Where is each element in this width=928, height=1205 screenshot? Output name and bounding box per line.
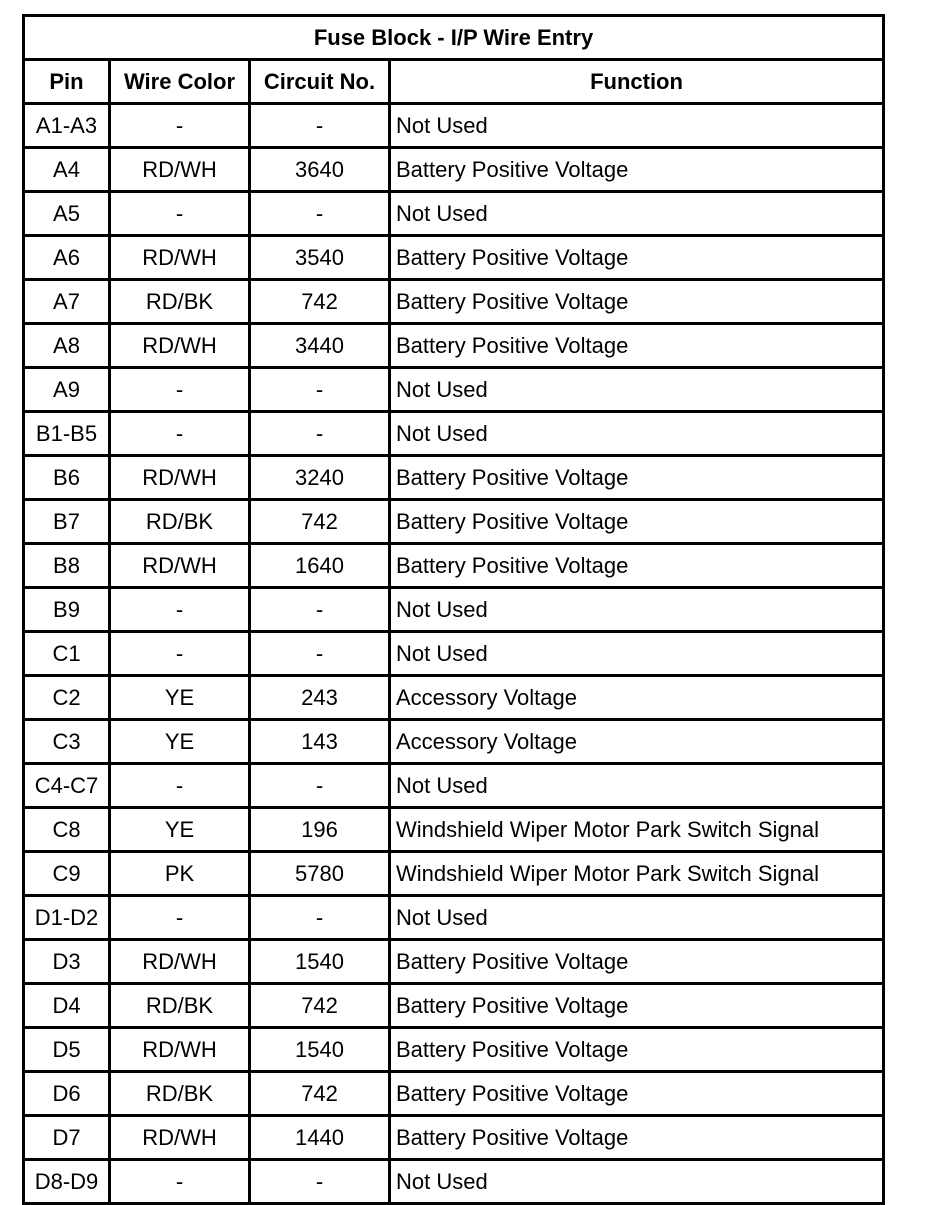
table-row	[24, 808, 884, 852]
cell-function: Windshield Wiper Motor Park Switch Signal	[390, 852, 884, 896]
connector-table-sheet	[22, 14, 882, 1194]
cell-wire-color: RD/BK	[110, 1072, 250, 1116]
cell-function: Battery Positive Voltage	[390, 1072, 884, 1116]
header-function: Function	[390, 60, 884, 104]
table-title-row	[24, 16, 884, 60]
cell-circuit-no: 196	[250, 808, 390, 852]
cell-function: Battery Positive Voltage	[390, 324, 884, 368]
cell-pin: D8-D9	[24, 1160, 110, 1204]
cell-circuit-no: 742	[250, 984, 390, 1028]
cell-function: Battery Positive Voltage	[390, 1028, 884, 1072]
cell-function: Not Used	[390, 896, 884, 940]
table-row	[24, 852, 884, 896]
cell-function: Battery Positive Voltage	[390, 280, 884, 324]
cell-pin: A6	[24, 236, 110, 280]
cell-circuit-no: 1640	[250, 544, 390, 588]
cell-pin: C2	[24, 676, 110, 720]
table-row	[24, 632, 884, 676]
cell-function: Not Used	[390, 368, 884, 412]
cell-wire-color: RD/BK	[110, 984, 250, 1028]
cell-function: Battery Positive Voltage	[390, 940, 884, 984]
cell-wire-color: -	[110, 764, 250, 808]
cell-pin: A1-A3	[24, 104, 110, 148]
cell-pin: C4-C7	[24, 764, 110, 808]
cell-function: Not Used	[390, 412, 884, 456]
cell-circuit-no: -	[250, 1160, 390, 1204]
cell-wire-color: YE	[110, 720, 250, 764]
cell-wire-color: RD/WH	[110, 148, 250, 192]
cell-wire-color: RD/WH	[110, 324, 250, 368]
cell-wire-color: -	[110, 896, 250, 940]
cell-function: Battery Positive Voltage	[390, 456, 884, 500]
table-row	[24, 456, 884, 500]
cell-circuit-no: 143	[250, 720, 390, 764]
cell-wire-color: -	[110, 1160, 250, 1204]
cell-wire-color: YE	[110, 808, 250, 852]
cell-circuit-no: -	[250, 104, 390, 148]
cell-pin: B9	[24, 588, 110, 632]
cell-circuit-no: 243	[250, 676, 390, 720]
cell-circuit-no: 1540	[250, 1028, 390, 1072]
table-row	[24, 1160, 884, 1204]
cell-wire-color: -	[110, 104, 250, 148]
cell-pin: D4	[24, 984, 110, 1028]
cell-function: Not Used	[390, 764, 884, 808]
table-row	[24, 544, 884, 588]
table-row	[24, 280, 884, 324]
table-row	[24, 764, 884, 808]
cell-wire-color: RD/WH	[110, 456, 250, 500]
cell-wire-color: PK	[110, 852, 250, 896]
cell-circuit-no: -	[250, 632, 390, 676]
cell-pin: B6	[24, 456, 110, 500]
cell-wire-color: RD/WH	[110, 1116, 250, 1160]
cell-pin: B8	[24, 544, 110, 588]
connector-pinout-table	[22, 14, 885, 1205]
cell-function: Battery Positive Voltage	[390, 236, 884, 280]
cell-pin: C1	[24, 632, 110, 676]
table-row	[24, 1028, 884, 1072]
table-row	[24, 676, 884, 720]
table-row	[24, 500, 884, 544]
cell-circuit-no: 742	[250, 1072, 390, 1116]
cell-function: Battery Positive Voltage	[390, 1116, 884, 1160]
cell-function: Not Used	[390, 192, 884, 236]
cell-wire-color: -	[110, 632, 250, 676]
table-title: Fuse Block - I/P Wire Entry	[24, 16, 884, 60]
table-row	[24, 324, 884, 368]
cell-function: Not Used	[390, 1160, 884, 1204]
table-row	[24, 984, 884, 1028]
cell-circuit-no: 1440	[250, 1116, 390, 1160]
cell-pin: D7	[24, 1116, 110, 1160]
table-row	[24, 192, 884, 236]
table-row	[24, 896, 884, 940]
cell-wire-color: -	[110, 192, 250, 236]
cell-circuit-no: -	[250, 896, 390, 940]
cell-pin: D6	[24, 1072, 110, 1116]
cell-circuit-no: 1540	[250, 940, 390, 984]
cell-wire-color: RD/WH	[110, 544, 250, 588]
cell-function: Not Used	[390, 104, 884, 148]
cell-circuit-no: -	[250, 412, 390, 456]
table-row	[24, 236, 884, 280]
table-row	[24, 588, 884, 632]
cell-circuit-no: 3540	[250, 236, 390, 280]
cell-circuit-no: 3240	[250, 456, 390, 500]
cell-circuit-no: -	[250, 368, 390, 412]
cell-function: Not Used	[390, 632, 884, 676]
cell-wire-color: RD/BK	[110, 500, 250, 544]
cell-function: Windshield Wiper Motor Park Switch Signal	[390, 808, 884, 852]
cell-wire-color: YE	[110, 676, 250, 720]
cell-circuit-no: -	[250, 588, 390, 632]
table-body	[24, 104, 884, 1204]
cell-function: Battery Positive Voltage	[390, 984, 884, 1028]
cell-pin: D5	[24, 1028, 110, 1072]
cell-circuit-no: -	[250, 192, 390, 236]
cell-function: Battery Positive Voltage	[390, 148, 884, 192]
table-row	[24, 720, 884, 764]
cell-pin: A8	[24, 324, 110, 368]
table-row	[24, 148, 884, 192]
table-row	[24, 412, 884, 456]
cell-wire-color: RD/WH	[110, 1028, 250, 1072]
cell-function: Battery Positive Voltage	[390, 544, 884, 588]
header-pin: Pin	[24, 60, 110, 104]
table-header-row	[24, 60, 884, 104]
cell-function: Accessory Voltage	[390, 676, 884, 720]
cell-circuit-no: 742	[250, 500, 390, 544]
table-row	[24, 368, 884, 412]
cell-circuit-no: 742	[250, 280, 390, 324]
header-wire-color: Wire Color	[110, 60, 250, 104]
table-row	[24, 1116, 884, 1160]
cell-pin: D3	[24, 940, 110, 984]
cell-pin: D1-D2	[24, 896, 110, 940]
cell-function: Not Used	[390, 588, 884, 632]
cell-pin: A5	[24, 192, 110, 236]
cell-pin: B7	[24, 500, 110, 544]
cell-wire-color: -	[110, 588, 250, 632]
cell-pin: A9	[24, 368, 110, 412]
cell-wire-color: RD/WH	[110, 236, 250, 280]
cell-circuit-no: 3440	[250, 324, 390, 368]
cell-pin: B1-B5	[24, 412, 110, 456]
cell-circuit-no: -	[250, 764, 390, 808]
cell-circuit-no: 5780	[250, 852, 390, 896]
cell-wire-color: -	[110, 368, 250, 412]
cell-wire-color: -	[110, 412, 250, 456]
table-row	[24, 104, 884, 148]
cell-pin: A4	[24, 148, 110, 192]
header-circuit-no: Circuit No.	[250, 60, 390, 104]
cell-wire-color: RD/BK	[110, 280, 250, 324]
cell-pin: C9	[24, 852, 110, 896]
table-row	[24, 940, 884, 984]
cell-pin: A7	[24, 280, 110, 324]
cell-pin: C3	[24, 720, 110, 764]
table-row	[24, 1072, 884, 1116]
cell-circuit-no: 3640	[250, 148, 390, 192]
cell-pin: C8	[24, 808, 110, 852]
cell-function: Accessory Voltage	[390, 720, 884, 764]
cell-wire-color: RD/WH	[110, 940, 250, 984]
cell-function: Battery Positive Voltage	[390, 500, 884, 544]
